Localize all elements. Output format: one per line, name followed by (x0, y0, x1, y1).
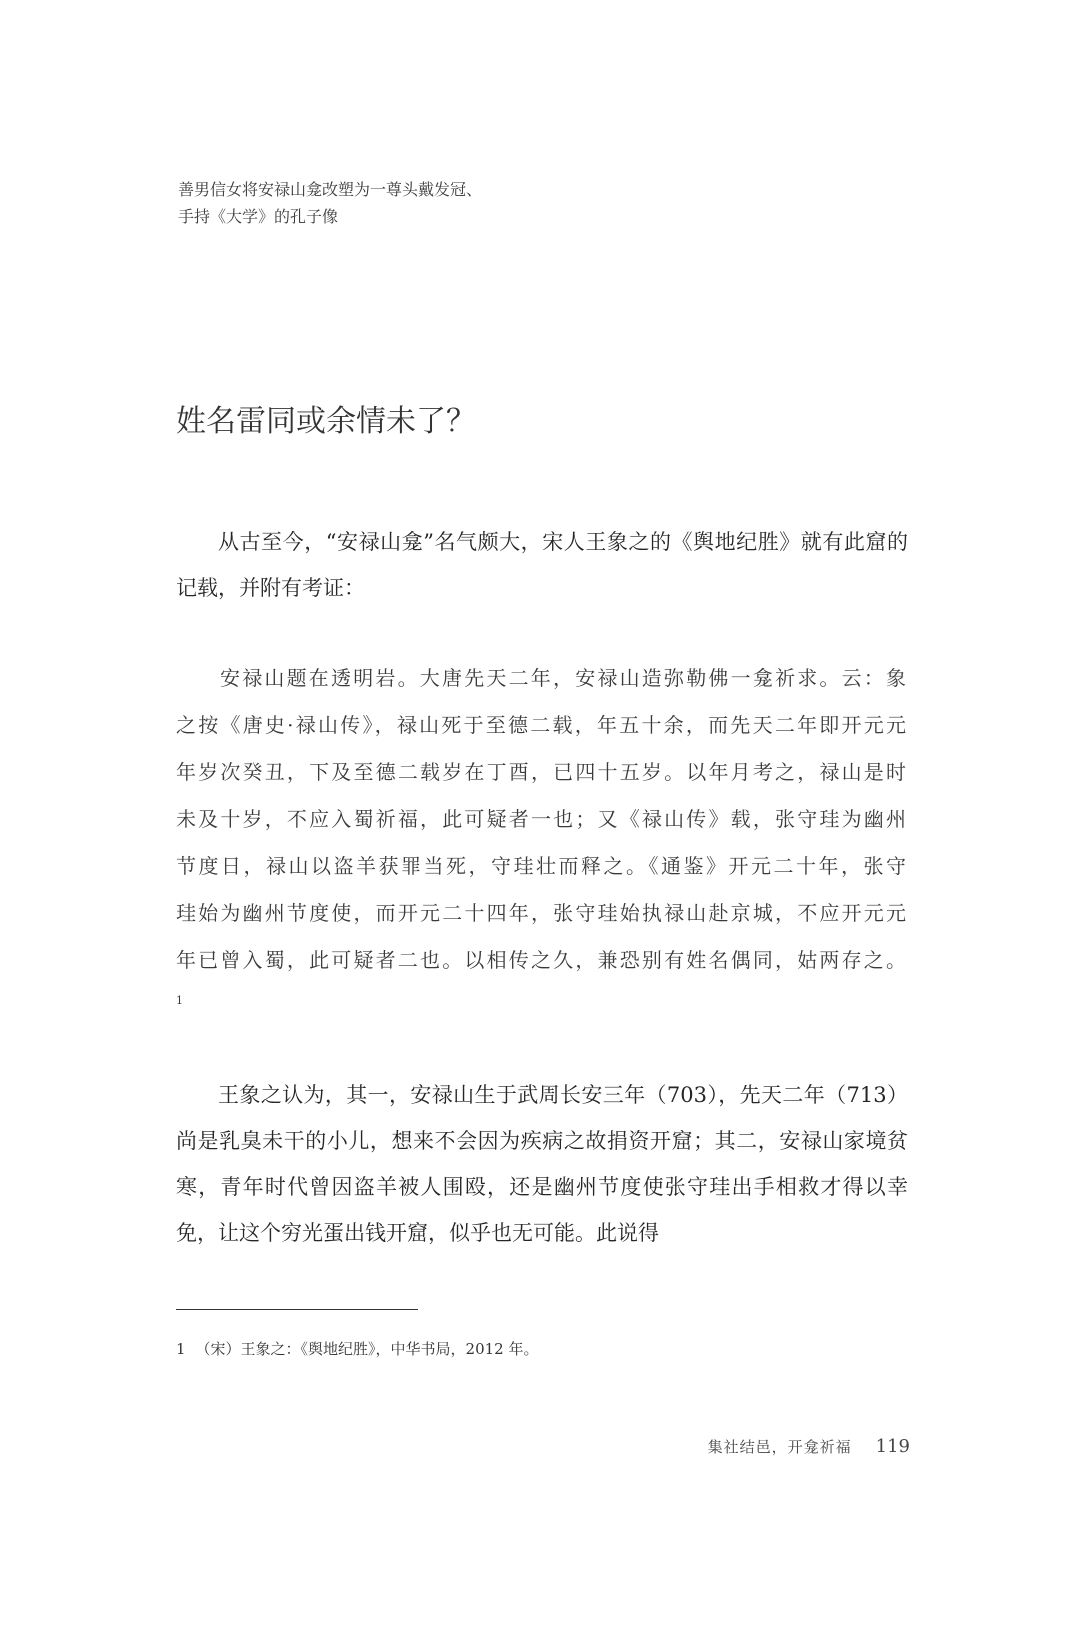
running-footer-title: 集社结邑，开龛祈福 (707, 1438, 852, 1456)
body-paragraph-2: 王象之认为，其一，安禄山生于武周长安三年（703），先天二年（713）尚是乳臭未干的小儿，想来不会因为疾病之故捐资开窟；其二，安禄山家境贫寒，青年时代曾因盗羊被人围殴，还是幽州节度使张守珪出手相救才得以幸免，让这个穷光蛋出钱开窟，似乎也无可能。此说得 (176, 1083, 908, 1245)
page-number: 119 (875, 1436, 910, 1457)
figure-caption-line-1: 善男信女将安禄山龛改塑为一尊头戴发冠、 (178, 180, 483, 199)
figure-caption (178, 176, 598, 230)
figure-caption-line-2: 手持《大学》的孔子像 (178, 207, 339, 226)
footnote-reference-1[interactable]: 1 (176, 994, 183, 1007)
footnote-number: 1 (176, 1340, 186, 1358)
footnote-divider (176, 1309, 418, 1310)
section-title: 姓名雷同或余情未了？ (176, 404, 476, 439)
footnote-text: （宋）王象之：《舆地纪胜》，中华书局，2012 年。 (195, 1340, 539, 1358)
body-paragraph-1: 从古至今，“安禄山龛”名气颇大，宋人王象之的《舆地纪胜》就有此窟的记载，并附有考证： (176, 530, 908, 600)
running-footer (690, 1436, 910, 1457)
block-quote (176, 655, 908, 1031)
footnote-1 (176, 1338, 539, 1360)
block-quote-text: 安禄山题在透明岩。大唐先天二年，安禄山造弥勒佛一龛祈求。云：象之按《唐史·禄山传》，禄山死于至德二载，年五十余，而先天二年即开元元年岁次癸丑，下及至德二载岁在丁酉，已四十五岁。以年月考之，禄山是时未及十岁，不应入蜀祈福，此可疑者一也；又《禄山传》载，张守珪为幽州节度日，禄山以盗羊获罪当死，守珪壮而释之。《通鉴》开元二十年，张守珪始为幽州节度使，而开元二十四年，张守珪始执禄山赴京城，不应开元元年已曾入蜀，此可疑者二也。以相传之久，兼恐别有姓名偶同，姑两存之。 (176, 666, 908, 972)
